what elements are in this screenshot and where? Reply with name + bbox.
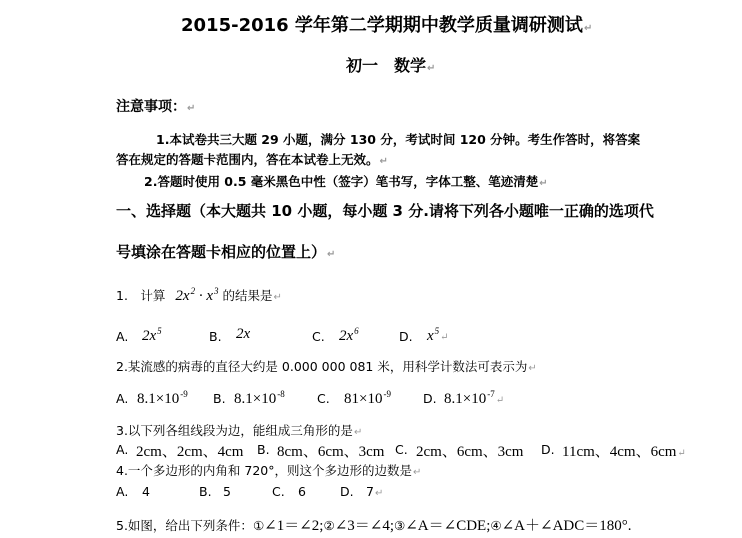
question-3 (116, 421, 362, 439)
section-heading-line-2-text: 号填涂在答题卡相应的位置上） (116, 243, 327, 261)
option-label: D. (340, 484, 354, 499)
option-label: C. (317, 391, 330, 406)
option-c-value: $81\times 10^{-9}$ (344, 389, 391, 407)
option-label: C. (312, 329, 325, 344)
option-a-value: 2cm、2cm、4cm (136, 444, 244, 460)
question-4-options (0, 483, 742, 503)
question-4-text: 4.一个多边形的内角和 720°，则这个多边形的边数是 (116, 463, 413, 478)
option-a-value: $2x^5$ (142, 326, 162, 344)
condition-2-number: ② (323, 518, 335, 533)
paragraph-mark: ↵ (583, 23, 593, 34)
paragraph-mark: ↵ (187, 103, 196, 114)
question-2-text: 2.某流感的病毒的直径大约是 0.000 000 081 米，用科学计数法可表示为 (116, 359, 528, 374)
question-1-expression: $2x^2 \cdot x^3$ (175, 286, 219, 304)
question-5: 5.如图，给出下列条件：①∠1＝∠2;②∠3＝∠4;③∠A＝∠CDE;④∠A＋∠ADC＝180°. (116, 518, 632, 534)
question-4 (116, 461, 421, 479)
condition-2: ∠3＝∠4 (334, 518, 390, 534)
notice-item-1-line-1-text: 1.本试卷共三大题 29 小题，满分 130 分，考试时间 120 分钟。考生作答时，将答案 (156, 132, 641, 147)
condition-4-number: ④ (490, 518, 502, 533)
question-2-options (0, 388, 742, 410)
notice-heading (116, 96, 195, 116)
option-d-value: $8.1\times 10^{-7}↵$ (444, 389, 505, 407)
option-c-value: $2x^6$ (339, 326, 359, 344)
option-c-value: 6 (298, 484, 306, 499)
condition-3-number: ③ (394, 518, 406, 533)
question-5-text: 5.如图，给出下列条件： (116, 518, 253, 533)
option-label: D. (399, 329, 413, 344)
option-label: A. (116, 484, 129, 499)
option-a-value: $8.1\times 10^{-9}$ (137, 389, 188, 407)
option-label: C. (395, 442, 408, 457)
paragraph-mark: ↵ (273, 292, 282, 303)
option-a-value: 4 (142, 484, 150, 499)
condition-3: ∠A＝∠CDE (405, 518, 487, 534)
option-label: A. (116, 329, 129, 344)
option-label: B. (199, 484, 212, 499)
section-heading-line-1 (116, 200, 654, 221)
option-b-value: 2x (236, 326, 251, 342)
option-d-value: 11cm、4cm、6cm↵ (562, 444, 686, 460)
document-subtitle (346, 53, 435, 76)
option-label: C. (272, 484, 285, 499)
paragraph-mark: ↵ (379, 156, 388, 167)
option-label: B. (257, 442, 270, 457)
condition-1: ∠1＝∠2 (264, 518, 320, 534)
option-label: D. (423, 391, 437, 406)
notice-item-1-line-2 (116, 150, 388, 168)
option-b-value: 5 (223, 484, 231, 499)
condition-1-number: ① (252, 518, 265, 533)
option-label: B. (213, 391, 226, 406)
paragraph-mark: ↵ (528, 363, 537, 374)
title-text: 2015-2016 学年第二学期期中教学质量调研测试 (181, 15, 583, 36)
subtitle-text: 初一 数学 (346, 56, 427, 75)
question-3-options (0, 440, 742, 460)
paragraph-mark: ↵ (427, 63, 436, 74)
section-heading-line-1-text: 一、选择题（本大题共 10 小题，每小题 3 分.请将下列各小题唯一正确的选项代 (116, 202, 654, 220)
option-d-value: 7↵ (366, 484, 384, 499)
question-3-text: 3.以下列各组线段为边，能组成三角形的是 (116, 423, 353, 438)
option-c-value: 2cm、6cm、3cm (416, 444, 524, 460)
notice-item-1-line-2-text: 答在规定的答题卡范围内，答在本试卷上无效。 (116, 152, 379, 167)
paragraph-mark: ↵ (353, 427, 363, 438)
condition-4: ∠A＋∠ADC＝180°. (501, 518, 632, 534)
option-label: A. (116, 442, 129, 457)
question-1-options (0, 326, 742, 348)
paragraph-mark: ↵ (413, 467, 422, 478)
question-2 (116, 357, 537, 375)
option-b-value: $8.1\times 10^{-8}$ (234, 389, 285, 407)
section-heading-line-2 (116, 241, 335, 262)
option-b-value: 8cm、6cm、3cm (277, 444, 385, 460)
paragraph-mark: ↵ (539, 178, 548, 189)
notice-item-1-line-1 (156, 130, 640, 148)
option-label: B. (209, 329, 222, 344)
question-1-suffix: 的结果是 (222, 288, 273, 303)
notice-heading-text: 注意事项： (116, 99, 186, 115)
document-title (181, 11, 592, 37)
notice-item-2-text: 2.答题时使用 0.5 毫米黑色中性（签字）笔书写，字体工整、笔迹清楚 (144, 174, 539, 189)
option-label: D. (541, 442, 555, 457)
question-1 (116, 286, 282, 305)
option-label: A. (116, 391, 129, 406)
paragraph-mark: ↵ (327, 249, 336, 260)
option-d-value: $x^5↵$ (427, 326, 449, 344)
question-1-prefix: 1. 计算 (116, 288, 166, 303)
notice-item-2 (144, 172, 548, 190)
